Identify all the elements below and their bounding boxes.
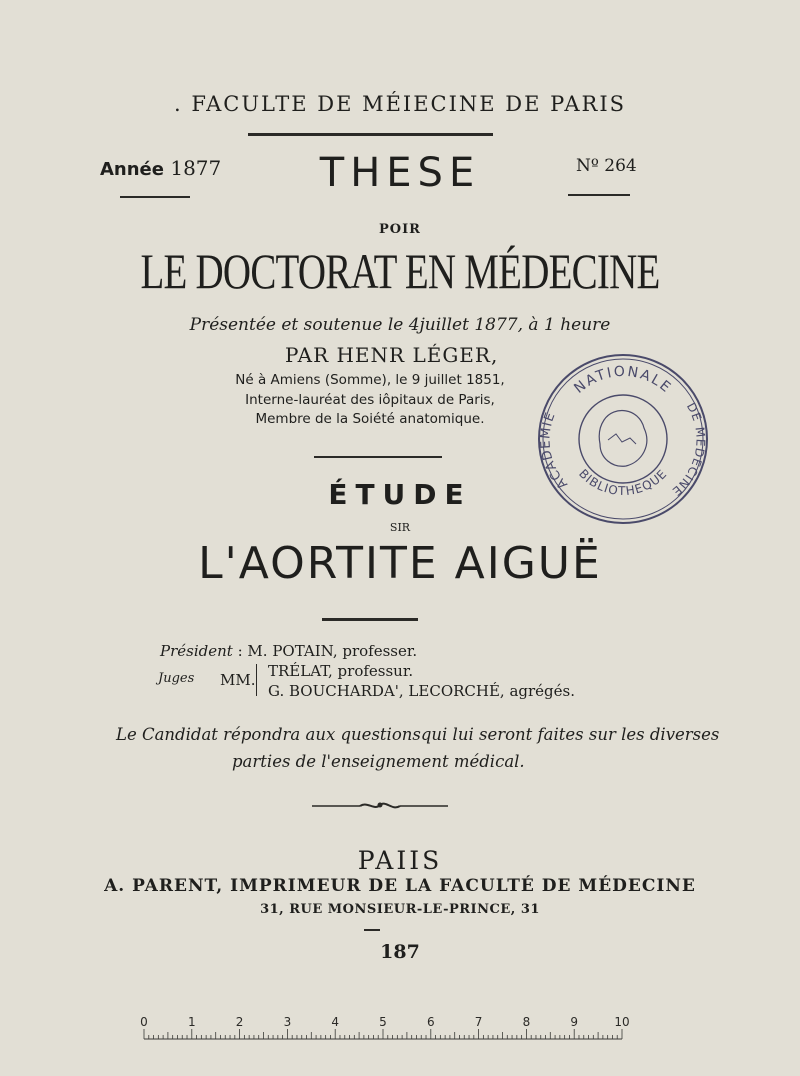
juge-2: G. BOUCHARDA', LECORCHÉ, agrégés. [268, 682, 575, 700]
etude-heading: ÉTUDE [328, 478, 472, 511]
address-rule [364, 929, 380, 931]
numero-underline [568, 194, 630, 196]
sur-label: SIR [389, 521, 411, 534]
printer-address: 31, RUE MONSIEUR-LE-PRINCE, 31 [260, 902, 540, 917]
author-line: PAR HENR LÉGER, [285, 343, 499, 367]
ruler-label: 8 [522, 1015, 531, 1029]
header-rule [248, 133, 493, 136]
author-bio-3: Membre de la Soiété anatomique. [255, 411, 485, 427]
city: PAIIS [357, 846, 443, 875]
ruler-label: 1 [187, 1015, 196, 1029]
stamp-bottom-text: BIBLIOTHEQUE [576, 466, 670, 499]
presentation-line: Présentée et soutenue le 4juillet 1877, à 1 heure [189, 315, 611, 335]
candidat-line-1: Le Candidat répondra aux questionsqui lui seront faites sur les diverses [116, 725, 720, 744]
author-bio-2: Interne-lauréat des iôpitaux de Paris, [245, 392, 495, 408]
juges-label [158, 671, 194, 686]
thesis-number: Nº 264 [576, 156, 637, 176]
pour-label: POIR [379, 222, 421, 237]
juges-text: Juges [158, 671, 195, 686]
subject-rule [322, 618, 418, 621]
annee-value: 1877 [170, 156, 222, 180]
svg-text:NATIONALE [571, 364, 675, 397]
these-title: THESE [319, 150, 481, 196]
ruler-label: 7 [474, 1015, 483, 1029]
ruler-label: 9 [570, 1015, 579, 1029]
ruler-label: 5 [379, 1015, 387, 1029]
president-value: M. POTAIN, professer. [247, 642, 418, 660]
ruler-label: 2 [235, 1015, 244, 1029]
ruler-label: 4 [331, 1015, 340, 1029]
president-label: Président [160, 642, 233, 660]
ruler-label: 10 [614, 1015, 630, 1029]
candidat-line-2: parties de l'enseignement médical. [232, 752, 525, 771]
stamp-top-text: NATIONALE [571, 363, 675, 397]
subject-title: L'AORTITE AIGUË [198, 538, 602, 589]
svg-text:DE MÉDECINE [669, 400, 709, 499]
ornament-divider [310, 798, 450, 817]
jury-brace [256, 664, 260, 696]
jury-president: Président : M. POTAIN, professer. [160, 642, 418, 660]
ruler-label: 0 [140, 1015, 148, 1029]
svg-text:ACADEMIE [538, 410, 571, 492]
doctorat-title: LE DOCTORAT EN MÉDECINE [140, 243, 660, 299]
publication-year: 187 [380, 941, 420, 963]
author-bio-1: Né à Amiens (Somme), le 9 juillet 1851, [235, 372, 505, 388]
mid-rule [314, 456, 442, 458]
faculty-heading: . FACULTE DE MÉIECINE DE PARIS [173, 92, 627, 116]
annee-label: Année [100, 159, 164, 180]
ruler-label: 3 [283, 1015, 292, 1029]
juge-1: TRÉLAT, professur. [268, 662, 414, 680]
annee-underline [120, 196, 190, 198]
printer: A. PARENT, IMPRIMEUR DE LA FACULTÉ DE MÉDECINE [104, 876, 696, 896]
measurement-ruler [140, 1015, 630, 1049]
svg-text:BIBLIOTHEQUE [576, 466, 670, 498]
stamp-left-text: ACADEMIE [538, 409, 571, 492]
library-stamp [534, 350, 712, 532]
mm-label: MM. [220, 671, 256, 689]
ruler-label: 6 [426, 1015, 435, 1029]
stamp-right-text: DE MÉDECINE [668, 400, 708, 500]
